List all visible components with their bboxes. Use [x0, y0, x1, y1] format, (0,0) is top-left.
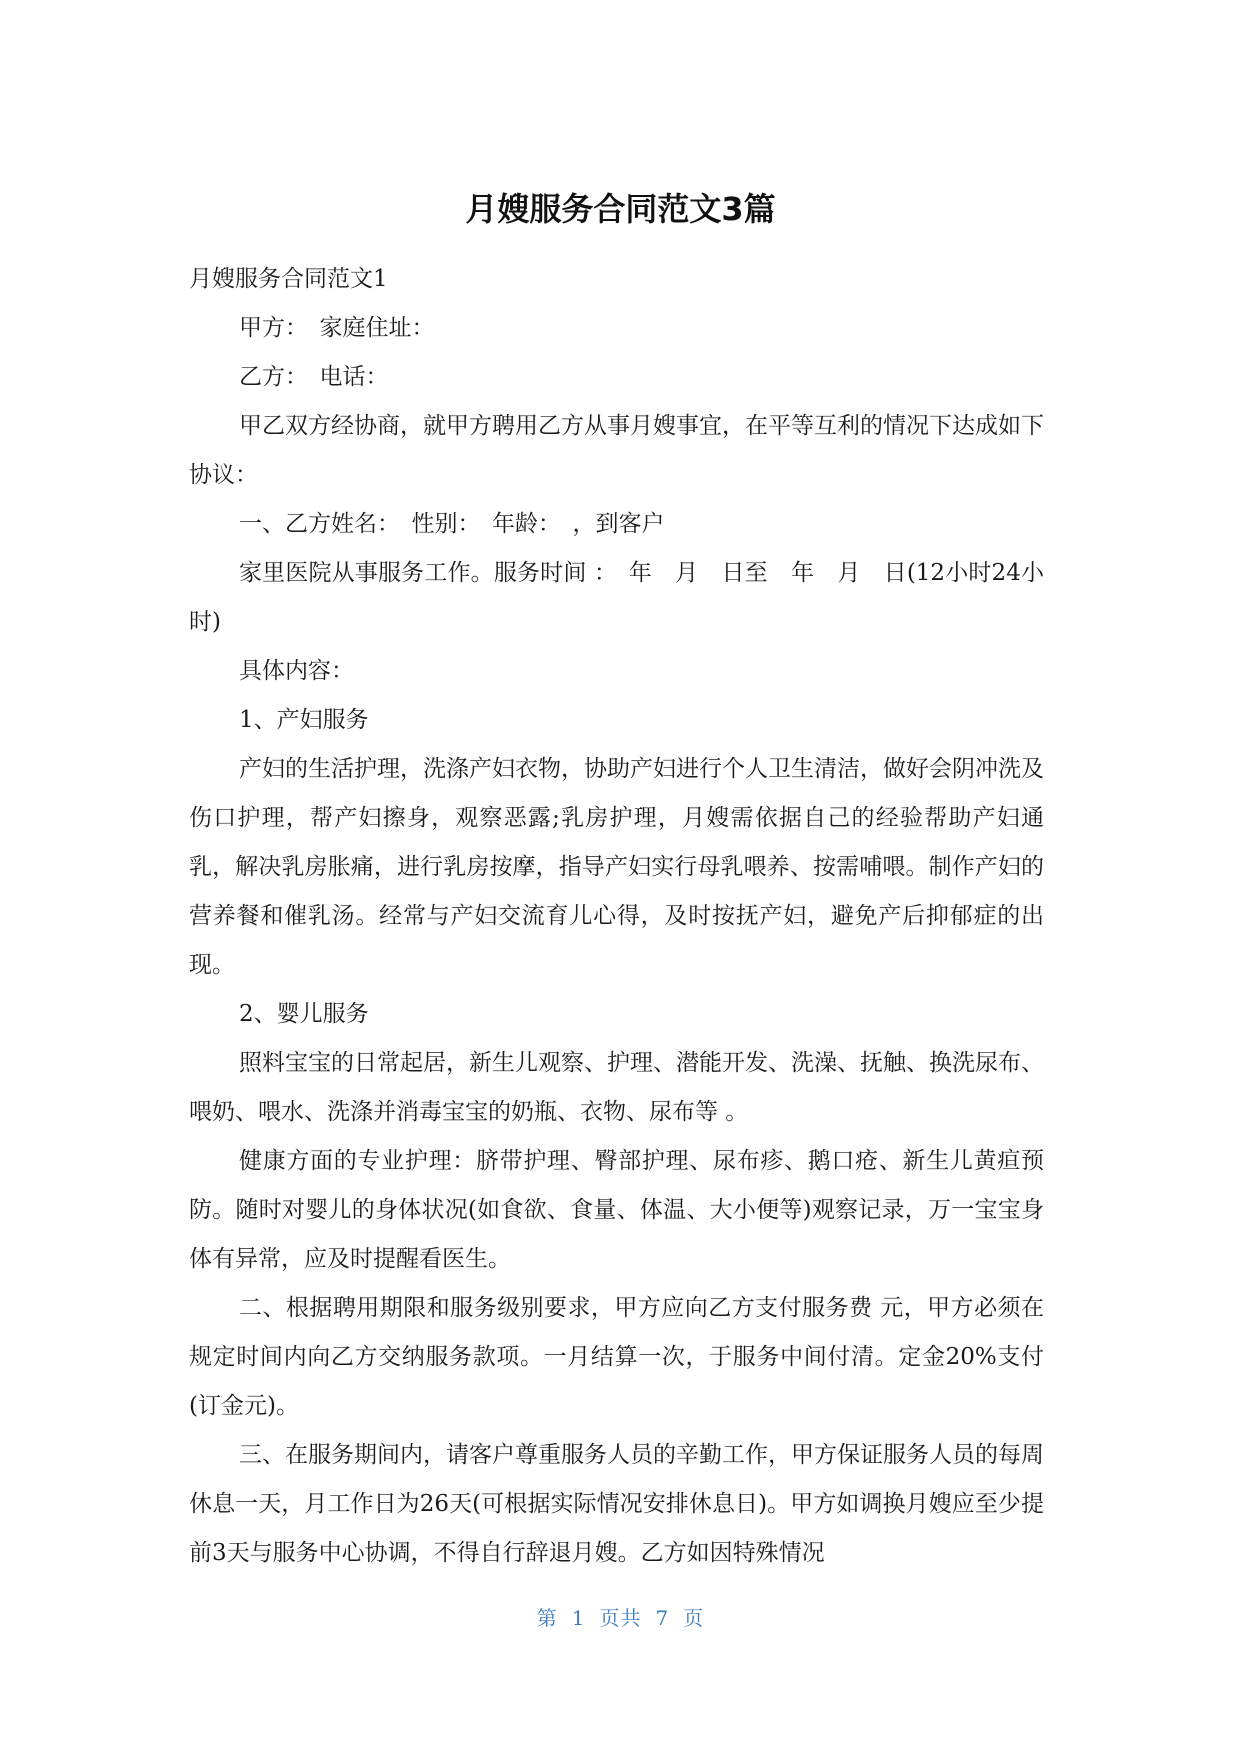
paragraph: 1、产妇服务: [239, 707, 369, 733]
paragraph: 家里医院从事服务工作。服务时间 ： 年 月 日至 年 月 日(12小时24小时): [189, 560, 1044, 635]
paragraph: 具体内容：: [239, 658, 354, 684]
paragraph: 2、婴儿服务: [239, 1001, 369, 1027]
paragraph: 乙方： 电话：: [239, 364, 389, 390]
footer-middle: 页共: [599, 1606, 642, 1630]
footer-prefix: 第: [536, 1606, 558, 1630]
paragraph: 三、在服务期间内，请客户尊重服务人员的辛勤工作，甲方保证服务人员的每周休息一天，月工作日为26天(可根据实际情况安排休息日)。甲方如调换月嫂应至少提前3天与服务中心协调，不得自行辞退月嫂。乙方如因特殊情况: [189, 1442, 1044, 1566]
page-footer: [0, 1602, 1241, 1631]
paragraph: 健康方面的专业护理：脐带护理、臀部护理、尿布疹、鹅口疮、新生儿黄疸预防。随时对婴儿的身体状况(如食欲、食量、体温、大小便等)观察记录，万一宝宝身体有异常，应及时提醒看医生。: [189, 1148, 1044, 1272]
footer-suffix: 页: [683, 1606, 705, 1630]
footer-total-pages: 7: [655, 1606, 670, 1630]
paragraph: 产妇的生活护理，洗涤产妇衣物，协助产妇进行个人卫生清洁，做好会阴冲洗及伤口护理，帮产妇擦身，观察恶露;乳房护理，月嫂需依据自己的经验帮助产妇通乳，解决乳房胀痛，进行乳房按摩，指导产妇实行母乳喂养、按需哺喂。制作产妇的营养餐和催乳汤。经常与产妇交流育儿心得，及时按抚产妇，避免产后抑郁症的出现。: [189, 756, 1044, 978]
paragraph: 甲乙双方经协商，就甲方聘用乙方从事月嫂事宜，在平等互利的情况下达成如下协议：: [189, 413, 1044, 488]
paragraph: 二、根据聘用期限和服务级别要求，甲方应向乙方支付服务费 元，甲方必须在规定时间内向乙方交纳服务款项。一月结算一次，于服务中间付清。定金20%支付(订金元)。: [189, 1295, 1044, 1419]
document-title: 月嫂服务合同范文3篇: [465, 190, 776, 228]
paragraph: 甲方： 家庭住址：: [239, 315, 435, 341]
paragraph: 一、乙方姓名： 性别： 年龄： ，到客户: [239, 511, 665, 537]
footer-current-page: 1: [571, 1606, 586, 1630]
paragraph: 月嫂服务合同范文1: [189, 266, 388, 292]
paragraph: 照料宝宝的日常起居，新生儿观察、护理、潜能开发、洗澡、抚触、换洗尿布、喂奶、喂水、洗涤并消毒宝宝的奶瓶、衣物、尿布等 。: [189, 1050, 1044, 1125]
document-body: [189, 255, 1044, 1578]
